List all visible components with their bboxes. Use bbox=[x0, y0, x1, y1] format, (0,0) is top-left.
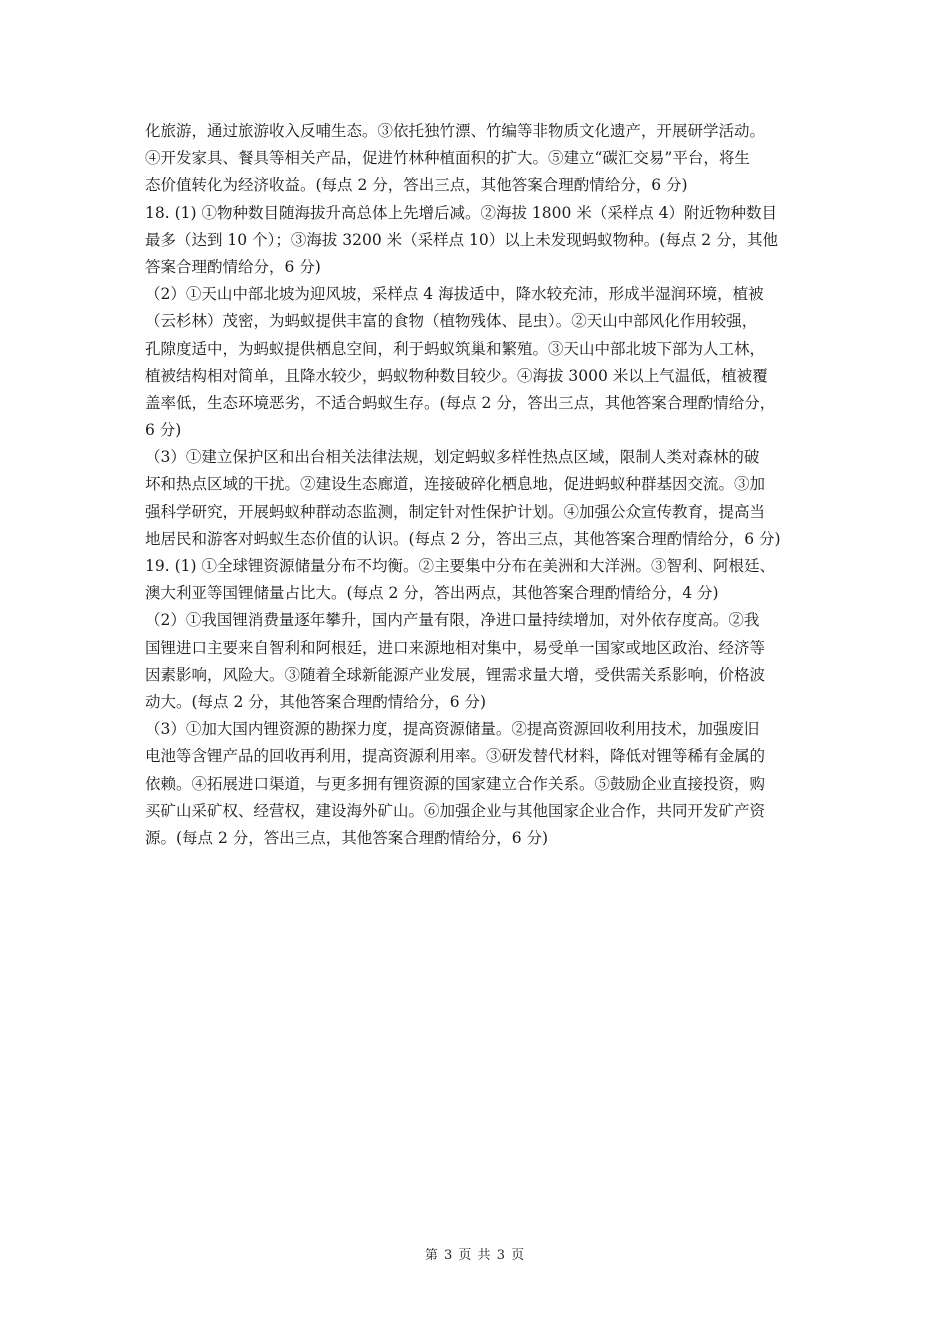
text-line: 动大。(每点 2 分，其他答案合理酌情给分，6 分) bbox=[145, 692, 487, 711]
text-line: 最多（达到 10 个）；③海拔 3200 米（采样点 10）以上未发现蚂蚁物种。(每点 2 分，其他 bbox=[145, 230, 779, 249]
text-line: 答案合理酌情给分，6 分) bbox=[145, 257, 321, 276]
text-line: 6 分) bbox=[145, 421, 182, 440]
text-line: 化旅游，通过旅游收入反哺生态。③依托独竹漂、竹编等非物质文化遗产，开展研学活动。 bbox=[145, 122, 766, 140]
text-line: 盖率低，生态环境恶劣，不适合蚂蚁生存。(每点 2 分，答出三点，其他答案合理酌情给分， bbox=[145, 393, 776, 412]
text-line: ④开发家具、餐具等相关产品，促进竹林种植面积的扩大。⑤建立“碳汇交易”平台，将生 bbox=[145, 149, 750, 168]
page-number-footer: 第 3 页 共 3 页 bbox=[424, 1248, 526, 1263]
question-18-part-1: 18. (1) ①物种数目随海拔升高总体上先增后减。②海拔 1800 米（采样点 4）附近物种数目 bbox=[145, 203, 778, 222]
question-19-part-3: （3）①加大国内锂资源的勘探力度，提高资源储量。②提高资源回收利用技术，加强废旧 bbox=[145, 720, 760, 739]
text-line: 国锂进口主要来自智利和阿根廷，进口来源地相对集中，易受单一国家或地区政治、经济等 bbox=[145, 638, 766, 657]
text-line: （云杉林）茂密，为蚂蚁提供丰富的食物（植物残体、昆虫）。②天山中部风化作用较强， bbox=[145, 312, 758, 331]
question-19-part-1: 19. (1) ①全球锂资源储量分布不均衡。②主要集中分布在美洲和大洋洲。③智利、阿根廷、 bbox=[145, 557, 775, 575]
text-line: 依赖。④拓展进口渠道，与更多拥有锂资源的国家建立合作关系。⑤鼓励企业直接投资，购 bbox=[145, 774, 766, 793]
text-line: 源。(每点 2 分，答出三点，其他答案合理酌情给分，6 分) bbox=[145, 828, 549, 847]
text-line: 态价值转化为经济收益。(每点 2 分，答出三点，其他答案合理酌情给分，6 分) bbox=[145, 176, 688, 195]
answer-text-body bbox=[145, 118, 810, 852]
text-line: 买矿山采矿权、经营权，建设海外矿山。⑥加强企业与其他国家企业合作，共同开发矿产资 bbox=[145, 801, 766, 820]
text-line: 孔隙度适中，为蚂蚁提供栖息空间，利于蚂蚁筑巢和繁殖。③天山中部北坡下部为人工林， bbox=[145, 339, 766, 358]
text-line: 坏和热点区域的干扰。②建设生态廊道，连接破碎化栖息地，促进蚂蚁种群基因交流。③加 bbox=[145, 475, 766, 494]
text-line: 强科学研究，开展蚂蚁种群动态监测，制定针对性保护计划。④加强公众宣传教育，提高当 bbox=[145, 502, 766, 521]
question-18-part-3: （3）①建立保护区和出台相关法律法规，划定蚂蚁多样性热点区域，限制人类对森林的破 bbox=[145, 448, 760, 467]
text-line: 地居民和游客对蚂蚁生态价值的认识。(每点 2 分，答出三点，其他答案合理酌情给分，6 分) bbox=[145, 529, 781, 548]
question-19-part-2: （2）①我国锂消费量逐年攀升，国内产量有限，净进口量持续增加，对外依存度高。②我 bbox=[145, 611, 760, 630]
question-18-part-2: （2）①天山中部北坡为迎风坡，采样点 4 海拔适中，降水较充沛，形成半湿润环境，植被 bbox=[145, 285, 764, 304]
text-line: 植被结构相对简单，且降水较少，蚂蚁物种数目较少。④海拔 3000 米以上气温低，植被覆 bbox=[145, 366, 768, 385]
text-line: 因素影响，风险大。③随着全球新能源产业发展，锂需求量大增，受供需关系影响，价格波 bbox=[145, 665, 766, 684]
text-line: 澳大利亚等国锂储量占比大。(每点 2 分，答出两点，其他答案合理酌情给分，4 分) bbox=[145, 584, 719, 603]
text-line: 电池等含锂产品的回收再利用，提高资源利用率。③研发替代材料，降低对锂等稀有金属的 bbox=[145, 747, 766, 766]
